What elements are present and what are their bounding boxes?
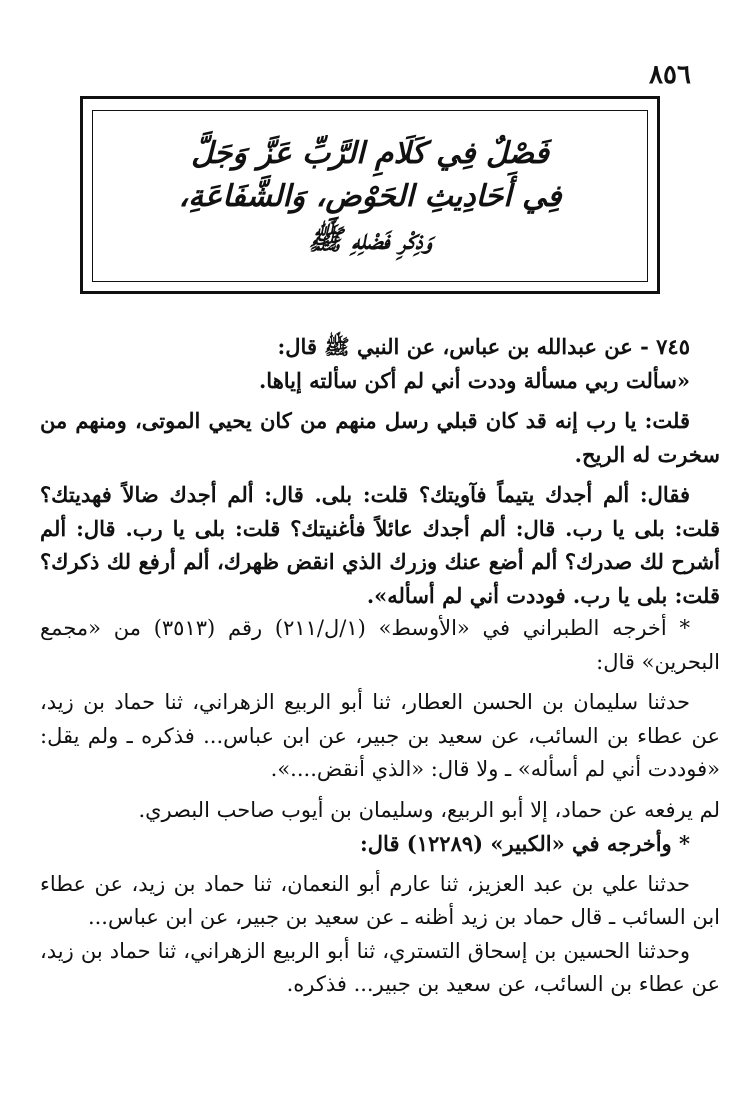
- chapter-heading-box: [92, 110, 648, 282]
- isnad-paragraph: حدثنا سليمان بن الحسن العطار، ثنا أبو الربيع الزهراني، ثنا حماد بن زيد، عن عطاء بن السائب، عن سعيد بن جبير، عن ابن عباس... فذكره ـ ولم يقل: «فوددت أني لم أسأله» ـ ولا قال: «الذي أنقض....».: [40, 690, 720, 781]
- takhrij-paragraph: * وأخرجه في «الكبير» (١٢٢٨٩) قال:: [360, 831, 690, 856]
- hadith-text-paragraph: قلت: يا رب إنه قد كان قبلي رسل منهم من كان يحيي الموتى، ومنهم من سخرت له الريح.: [40, 408, 720, 467]
- chapter-heading-line-2: فِي أَحَادِيثِ الحَوْضِ، وَالشَّفَاعَةِ،: [178, 178, 562, 214]
- page-number: ٨٥٦: [649, 60, 691, 90]
- hadith-text-paragraph: «سألت ربي مسألة وددت أني لم أكن سألته إياها.: [259, 367, 690, 393]
- hadith-text-paragraph: فقال: ألم أجدك يتيماً فآويتك؟ قلت: بلى. قال: ألم أجدك ضالاً فهديتك؟ قلت: بلى يا رب. قال: ألم أجدك عائلاً فأغنيتك؟ قلت: بلى يا رب. قال: ألم أشرح لك صدرك؟ ألم أضع عنك وزرك الذي انقض ظهرك، ألم أرفع لك ذكرك؟ قلت: بلى يا رب. فوددت أني لم أسأله».: [40, 482, 720, 608]
- chapter-heading-line-3: وَذِكْرِ فَضْلِهِ ﷺ: [308, 222, 432, 256]
- main-text: [40, 330, 720, 1002]
- hadith-number-paragraph: ٧٤٥ - عن عبدالله بن عباس، عن النبي ﷺ قال:: [277, 334, 690, 359]
- isnad-paragraph: وحدثنا الحسين بن إسحاق التستري، ثنا أبو الربيع الزهراني، ثنا حماد بن زيد، عن عطاء بن السائب، عن سعيد بن جبير... فذكره.: [40, 938, 720, 996]
- isnad-paragraph: حدثنا علي بن عبد العزيز، ثنا عارم أبو النعمان، ثنا حماد بن زيد، عن عطاء ابن السائب ـ قال حماد بن زيد أظنه ـ عن سعيد بن جبير، عن ابن عباس...: [40, 871, 720, 929]
- takhrij-paragraph: * أخرجه الطبراني في «الأوسط» (١/ل/٢١١) رقم (٣٥١٣) من «مجمع البحرين» قال:: [40, 616, 720, 674]
- commentary-paragraph: لم يرفعه عن حماد، إلا أبو الربيع، وسليمان بن أيوب صاحب البصري.: [138, 797, 720, 822]
- chapter-heading-line-1: فَصْلٌ فِي كَلَامِ الرَّبِّ عَزَّ وَجَلَّ: [191, 135, 549, 171]
